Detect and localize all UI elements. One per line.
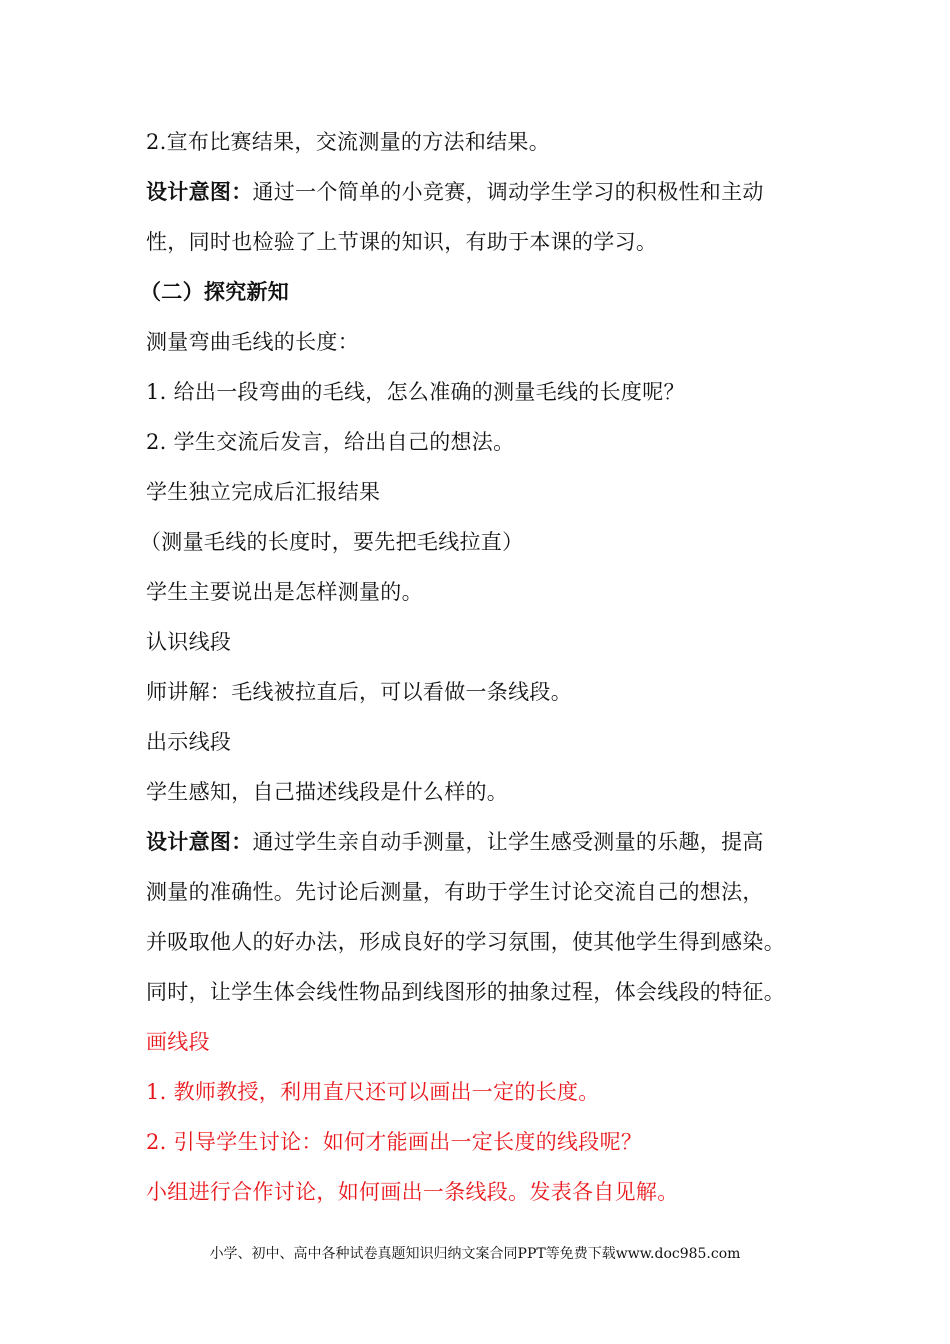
paragraph-know-segment: 认识线段 <box>146 630 232 654</box>
paragraph-report: 学生独立完成后汇报结果 <box>146 480 381 504</box>
design-intent-label: 设计意图： <box>146 829 253 854</box>
paragraph-note: （测量毛线的长度时，要先把毛线拉直） <box>140 530 524 554</box>
paragraph-result: 2.宣布比赛结果，交流测量的方法和结果。 <box>146 130 551 154</box>
paragraph-explain: 学生主要说出是怎样测量的。 <box>146 580 423 604</box>
paragraph-perceive: 学生感知，自己描述线段是什么样的。 <box>146 780 509 804</box>
red-heading-draw-segment: 画线段 <box>146 1030 210 1054</box>
design-intent-text: 通过一个简单的小竞赛，调动学生学习的积极性和主动 <box>252 180 764 204</box>
paragraph-design-intent-2-cont-3: 同时，让学生体会线性物品到线图形的抽象过程，体会线段的特征。 <box>146 980 785 1004</box>
paragraph-show-segment: 出示线段 <box>146 730 232 754</box>
paragraph-design-intent-1 <box>146 178 764 206</box>
list-item-1: 1. 给出一段弯曲的毛线，怎么准确的测量毛线的长度呢？ <box>146 380 685 404</box>
paragraph-design-intent-2-cont-2: 并吸取他人的好办法，形成良好的学习氛围，使其他学生得到感染。 <box>146 930 785 954</box>
paragraph-teacher: 师讲解：毛线被拉直后，可以看做一条线段。 <box>146 680 572 704</box>
design-intent-text: 通过学生亲自动手测量，让学生感受测量的乐趣，提高 <box>252 830 764 854</box>
design-intent-label: 设计意图： <box>146 179 253 204</box>
section-heading: （二）探究新知 <box>140 279 290 304</box>
red-list-item-2: 2. 引导学生讨论：如何才能画出一定长度的线段呢？ <box>146 1130 643 1154</box>
paragraph-design-intent-2-cont-1: 测量的准确性。先讨论后测量，有助于学生讨论交流自己的想法， <box>146 880 764 904</box>
page-footer: 小学、初中、高中各种试卷真题知识归纳文案合同PPT等免费下载www.doc985.com <box>209 1246 741 1262</box>
paragraph-design-intent-2 <box>146 828 764 856</box>
red-list-item-1: 1. 教师教授，利用直尺还可以画出一定的长度。 <box>146 1080 600 1104</box>
red-paragraph-group: 小组进行合作讨论，如何画出一条线段。发表各自见解。 <box>146 1180 679 1204</box>
paragraph-design-intent-1-cont: 性，同时也检验了上节课的知识，有助于本课的学习。 <box>146 230 658 254</box>
list-item-2: 2. 学生交流后发言，给出自己的想法。 <box>146 430 515 454</box>
paragraph-measure-yarn: 测量弯曲毛线的长度： <box>146 330 359 354</box>
